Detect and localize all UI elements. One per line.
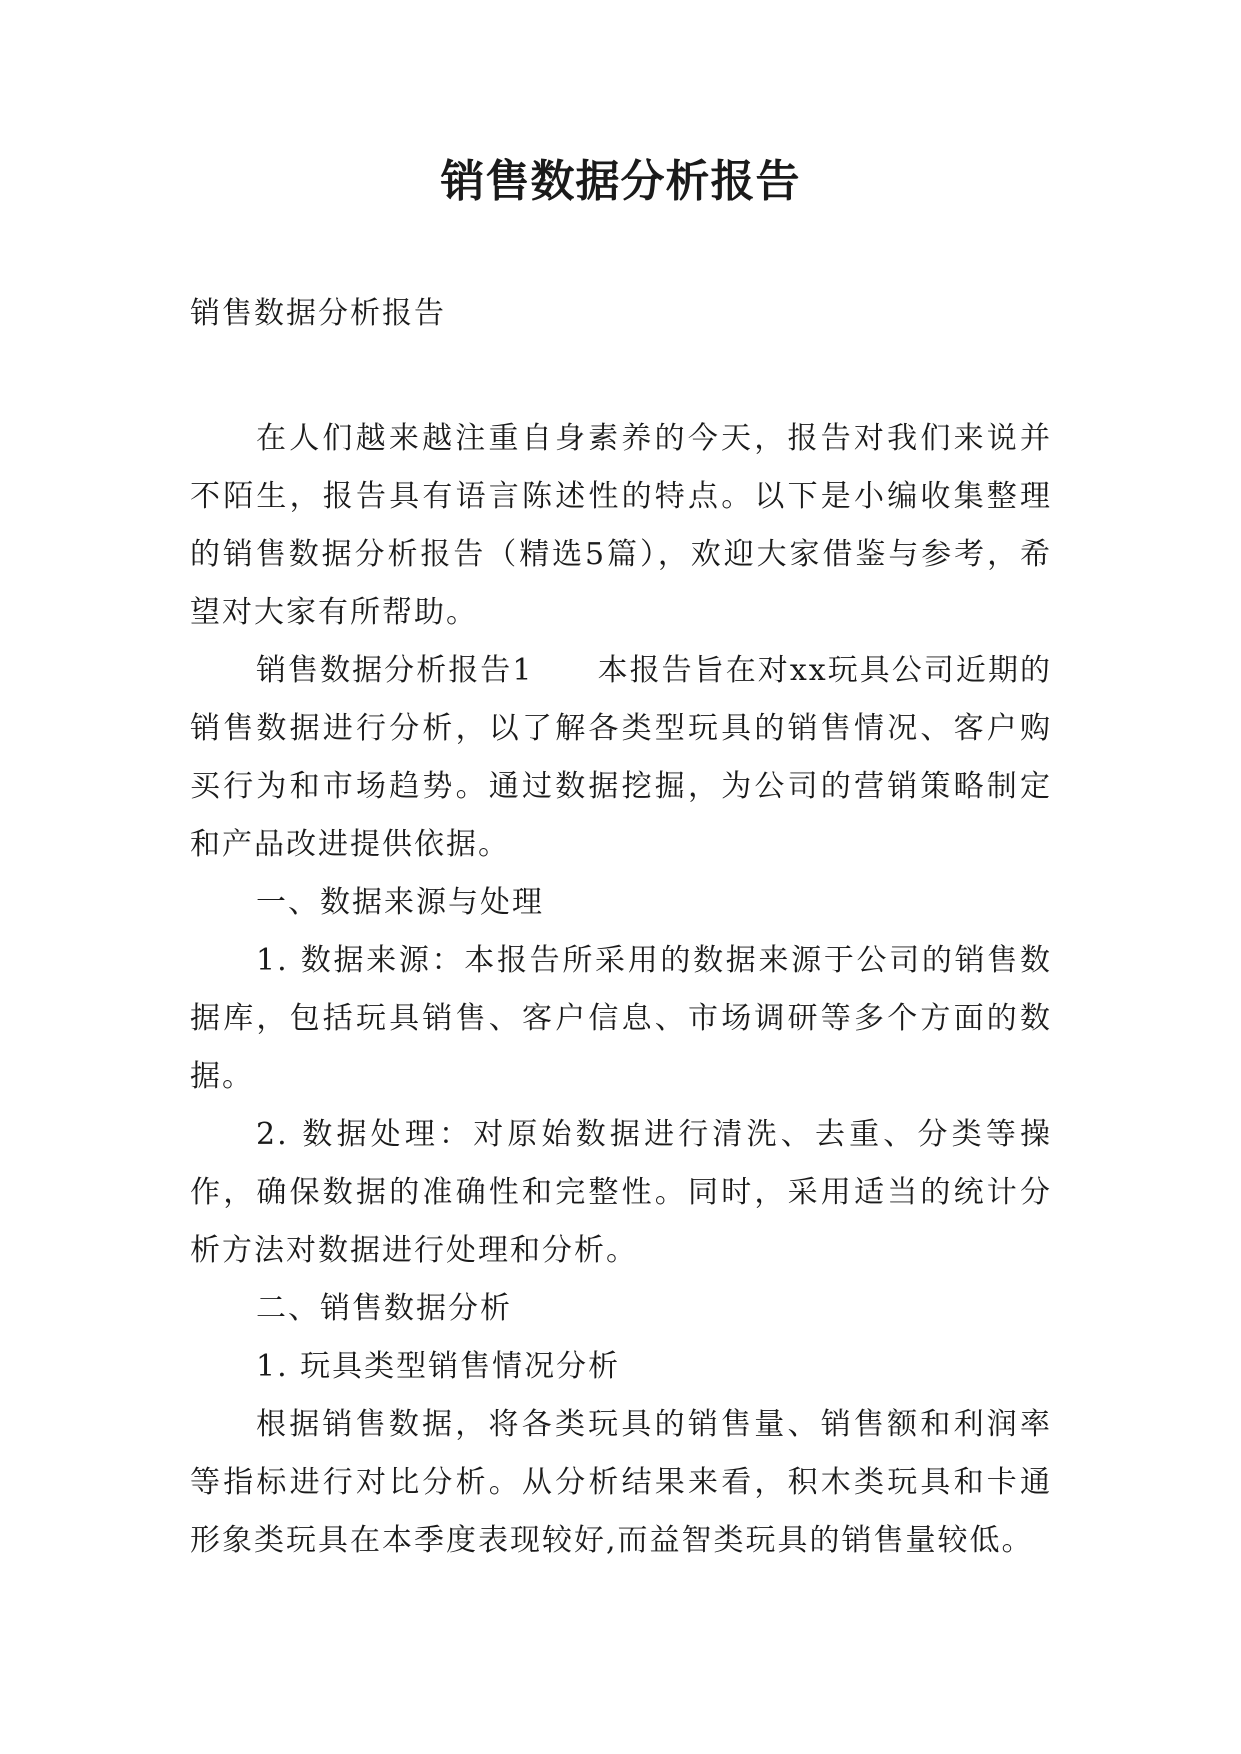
document-subtitle: 销售数据分析报告 (190, 296, 446, 331)
report-1-intro-paragraph: 销售数据分析报告1 本报告旨在对xx玩具公司近期的销售数据进行分析，以了解各类型玩具的销售情况、客户购买行为和市场趋势。通过数据挖掘，为公司的营销策略制定和产品改进提供依据。 (190, 653, 1052, 862)
intro-paragraph: 在人们越来越注重自身素养的今天，报告对我们来说并不陌生，报告具有语言陈述性的特点。以下是小编收集整理的销售数据分析报告（精选5篇），欢迎大家借鉴与参考，希望对大家有所帮助。 (190, 421, 1052, 630)
section-heading-sales-analysis: 二、销售数据分析 (256, 1291, 512, 1326)
data-source-paragraph: 1. 数据来源：本报告所采用的数据来源于公司的销售数据库，包括玩具销售、客户信息、市场调研等多个方面的数据。 (190, 943, 1052, 1094)
section-heading-data-source: 一、数据来源与处理 (256, 885, 544, 920)
subsection-heading-toy-types: 1. 玩具类型销售情况分析 (256, 1349, 621, 1384)
page-title: 销售数据分析报告 (440, 156, 801, 207)
toy-type-analysis-paragraph: 根据销售数据，将各类玩具的销售量、销售额和利润率等指标进行对比分析。从分析结果来看，积木类玩具和卡通形象类玩具在本季度表现较好,而益智类玩具的销售量较低。 (190, 1407, 1052, 1558)
data-processing-paragraph: 2. 数据处理：对原始数据进行清洗、去重、分类等操作，确保数据的准确性和完整性。同时，采用适当的统计分析方法对数据进行处理和分析。 (190, 1117, 1052, 1268)
document-body (190, 410, 1052, 1570)
